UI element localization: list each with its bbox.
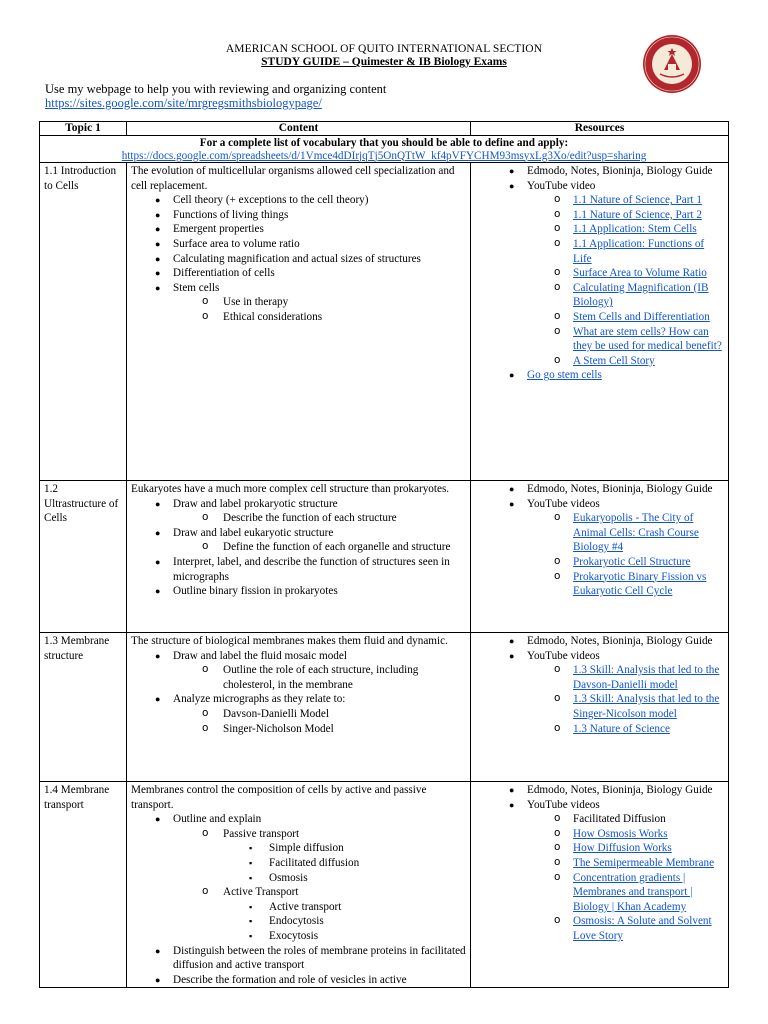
resource-text: Edmodo, Notes, Bioninja, Biology Guide — [527, 784, 713, 796]
vocab-spreadsheet-link[interactable]: https://docs.google.com/spreadsheets/d/1Vmce4dDIrjqTj5OnQTtW_kf4pVFYCHM93msyxLg3Xo/edit?usp=sharing — [121, 149, 647, 162]
list-item: ● Functions of living things — [131, 208, 466, 223]
resource-item — [475, 649, 724, 664]
content-list — [131, 193, 466, 324]
vocab-row — [40, 136, 729, 163]
header-resources: Resources — [471, 122, 729, 136]
resources-list — [475, 164, 724, 383]
resource-link — [475, 237, 724, 266]
resources-list — [475, 482, 724, 599]
content-cell — [127, 481, 471, 633]
content-intro: The evolution of multicellular organisms allowed cell specialization and cell replacement. — [131, 165, 455, 192]
resource-link — [475, 266, 724, 281]
list-item: ● Interpret, label, and describe the function of structures seen in micrographs — [131, 555, 466, 584]
header-topic: Topic 1 — [40, 122, 127, 136]
content-cell — [127, 782, 471, 988]
resource-text: YouTube videos — [527, 497, 600, 510]
topic-cell: 1.2 Ultrastructure of Cells — [40, 481, 127, 633]
list-item: ● Draw and label prokaryotic structure — [131, 497, 466, 512]
table-header-row — [40, 122, 729, 136]
vocab-cell — [40, 136, 729, 163]
content-cell — [127, 633, 471, 782]
resource-link — [475, 570, 724, 599]
list-item: ▪ Active transport — [131, 900, 466, 915]
resources-cell — [471, 782, 729, 988]
list-item: ▪ Facilitated diffusion — [131, 856, 466, 871]
list-item: ● Distinguish between the roles of membrane proteins in facilitated diffusion and active transport — [131, 944, 466, 973]
list-item: ● Describe the formation and role of vesicles in active — [131, 973, 466, 988]
list-item: o Active Transport — [131, 885, 466, 900]
resource-link-text[interactable]: A Stem Cell Story — [573, 354, 655, 367]
list-item: ● Analyze micrographs as they relate to: — [131, 692, 466, 707]
resource-item — [475, 164, 724, 179]
list-item: ▪ Osmosis — [131, 871, 466, 886]
topic-cell: 1.4 Membrane transport — [40, 782, 127, 988]
resource-link-text[interactable]: Prokaryotic Binary Fission vs Eukaryotic Cell Cycle — [573, 570, 707, 598]
resource-link — [475, 368, 724, 383]
list-item: ▪ Endocytosis — [131, 914, 466, 929]
resource-item — [475, 812, 724, 827]
resource-link — [475, 871, 724, 915]
resource-link — [475, 555, 724, 570]
list-item: ● Draw and label the fluid mosaic model — [131, 649, 466, 664]
list-item: o Outline the role of each structure, including cholesterol, in the membrane — [131, 663, 466, 692]
list-item: ● Outline and explain — [131, 812, 466, 827]
table-row — [40, 782, 729, 988]
resource-link-text[interactable]: Eukaryopolis - The City of Animal Cells: Crash Course Biology #4 — [573, 512, 699, 554]
resource-link — [475, 914, 724, 943]
resource-item — [475, 179, 724, 194]
resource-link — [475, 511, 724, 555]
table-row — [40, 481, 729, 633]
list-item: o Ethical considerations — [131, 310, 466, 325]
content-list — [131, 649, 466, 737]
list-item: ● Outline binary fission in prokaryotes — [131, 584, 466, 599]
resource-link-text[interactable]: Go go stem cells — [527, 369, 602, 382]
resource-link-text[interactable]: What are stem cells? How can they be used for medical benefit? — [573, 325, 722, 353]
resource-link — [475, 281, 724, 310]
resources-cell — [471, 163, 729, 481]
list-item: ● Cell theory (+ exceptions to the cell theory) — [131, 193, 466, 208]
intro-text: Use my webpage to help you with reviewing and organizing content — [45, 82, 387, 96]
list-item: ▪ Exocytosis — [131, 929, 466, 944]
school-name: AMERICAN SCHOOL OF QUITO INTERNATIONAL SECTION — [225, 43, 543, 55]
resources-cell — [471, 633, 729, 782]
content-intro: Membranes control the composition of cells by active and passive transport. — [131, 784, 427, 811]
resource-item — [475, 497, 724, 512]
content-list — [131, 497, 466, 599]
resources-list — [475, 783, 724, 944]
school-seal-logo — [642, 34, 702, 94]
resource-link-text[interactable]: 1.1 Nature of Science, Part 2 — [573, 208, 702, 221]
resource-link-text[interactable]: The Semipermeable Membrane — [573, 856, 715, 869]
resource-item — [475, 783, 724, 798]
resource-link-text[interactable]: 1.1 Nature of Science, Part 1 — [573, 194, 702, 207]
resource-link — [475, 841, 724, 856]
list-item: o Passive transport — [131, 827, 466, 842]
resource-text: YouTube video — [527, 179, 596, 192]
list-item: o Define the function of each organelle and structure — [131, 540, 466, 555]
vocab-text: For a complete list of vocabulary that you should be able to define and apply: — [199, 137, 569, 149]
list-item: o Use in therapy — [131, 295, 466, 310]
list-item: ● Surface area to volume ratio — [131, 237, 466, 252]
resource-link — [475, 325, 724, 354]
resource-link-text[interactable]: 1.1 Application: Functions of Life — [573, 237, 705, 265]
resources-cell — [471, 481, 729, 633]
resource-text: Edmodo, Notes, Bioninja, Biology Guide — [527, 165, 713, 177]
resource-link-text[interactable]: Osmosis: A Solute and Solvent Love Story — [573, 915, 712, 942]
resource-link-text[interactable]: 1.1 Application: Stem Cells — [573, 223, 697, 236]
resource-link — [475, 222, 724, 237]
resource-link-text[interactable]: Prokaryotic Cell Structure — [573, 555, 691, 568]
list-item: o Singer-Nicholson Model — [131, 722, 466, 737]
resource-item — [475, 634, 724, 649]
list-item: ● Differentiation of cells — [131, 266, 466, 281]
content-intro: Eukaryotes have a much more complex cell structure than prokaryotes. — [131, 483, 450, 495]
guide-title: STUDY GUIDE – Quimester & IB Biology Exams — [261, 56, 507, 68]
topic-cell: 1.3 Membrane structure — [40, 633, 127, 782]
content-cell — [127, 163, 471, 481]
resource-link-text[interactable]: Stem Cells and Differentiation — [573, 310, 710, 323]
resource-text: YouTube videos — [527, 649, 600, 662]
header-content: Content — [127, 122, 471, 136]
resource-link-text[interactable]: Calculating Magnification (IB Biology) — [573, 281, 709, 309]
resource-link-text[interactable]: 1.3 Skill: Analysis that led to the Davson-Danielli model — [573, 664, 720, 691]
table-row — [40, 633, 729, 782]
resources-list — [475, 634, 724, 736]
list-item: ● Draw and label eukaryotic structure — [131, 526, 466, 541]
resource-link-text[interactable]: 1.3 Skill: Analysis that led to the Singer-Nicolson model — [573, 693, 720, 720]
resource-link-text[interactable]: How Osmosis Works — [573, 827, 668, 840]
content-list — [131, 812, 466, 987]
list-item: ▪ Simple diffusion — [131, 841, 466, 856]
resource-link-text[interactable]: Concentration gradients | Membranes and transport | Biology | Khan Academy — [573, 871, 693, 913]
list-item: o Describe the function of each structure — [131, 511, 466, 526]
topic-cell: 1.1 Introduction to Cells — [40, 163, 127, 481]
resource-link — [475, 827, 724, 842]
resource-link-text[interactable]: 1.3 Nature of Science — [573, 722, 670, 735]
list-item: o Davson-Danielli Model — [131, 707, 466, 722]
list-item: ● Emergent properties — [131, 222, 466, 237]
resource-link — [475, 722, 724, 737]
study-guide-table — [39, 121, 729, 988]
resource-item — [475, 798, 724, 813]
list-item: ● Calculating magnification and actual sizes of structures — [131, 252, 466, 267]
resource-link-text[interactable]: How Diffusion Works — [573, 842, 672, 855]
resource-link — [475, 692, 724, 721]
list-item: ● Stem cells — [131, 281, 466, 296]
content-intro: The structure of biological membranes makes them fluid and dynamic. — [131, 635, 448, 647]
resource-text: Edmodo, Notes, Bioninja, Biology Guide — [527, 635, 713, 647]
resource-text: Facilitated Diffusion — [573, 813, 666, 826]
resource-text: Edmodo, Notes, Bioninja, Biology Guide — [527, 483, 713, 495]
resource-link-text[interactable]: Surface Area to Volume Ratio — [573, 267, 707, 280]
resource-link — [475, 193, 724, 208]
resource-link — [475, 310, 724, 325]
teacher-webpage-link[interactable]: https://sites.google.com/site/mrgregsmithsbiologypage/ — [45, 96, 322, 110]
resource-link — [475, 354, 724, 369]
resource-link — [475, 663, 724, 692]
table-row — [40, 163, 729, 481]
resource-text: YouTube videos — [527, 798, 600, 811]
resource-link — [475, 856, 724, 871]
resource-link — [475, 208, 724, 223]
resource-item — [475, 482, 724, 497]
